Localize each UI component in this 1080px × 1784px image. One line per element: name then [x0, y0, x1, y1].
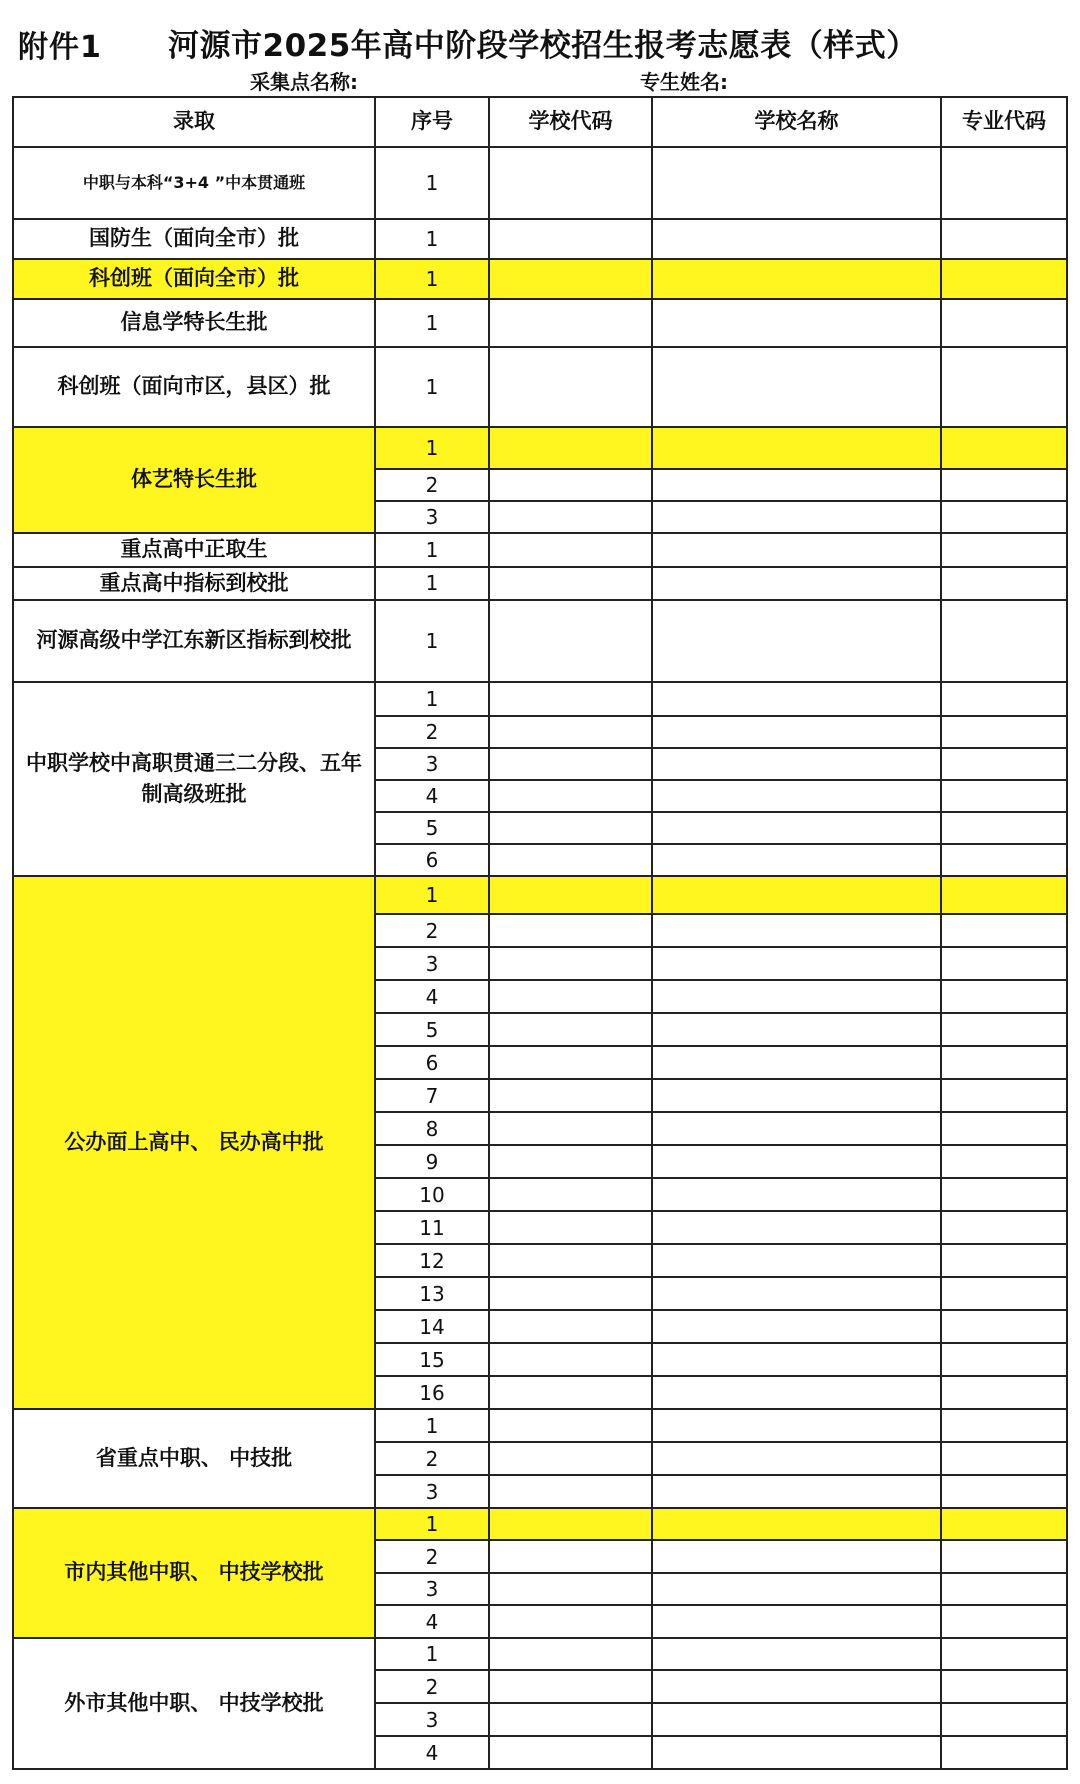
column-header-major-code: 专业代码 — [941, 97, 1067, 147]
school-name-cell[interactable] — [652, 682, 941, 716]
sequence-number-cell: 16 — [375, 1376, 489, 1409]
school-name-cell[interactable] — [652, 1736, 941, 1769]
school-code-cell[interactable] — [489, 501, 652, 533]
major-code-cell[interactable] — [941, 299, 1067, 347]
school-name-cell[interactable] — [652, 501, 941, 533]
major-code-cell[interactable] — [941, 347, 1067, 427]
school-code-cell[interactable] — [489, 1573, 652, 1605]
sequence-number-cell: 2 — [375, 1670, 489, 1703]
school-code-cell[interactable] — [489, 533, 652, 567]
sequence-number-cell: 3 — [375, 947, 489, 980]
sequence-number-cell: 1 — [375, 147, 489, 219]
major-code-cell[interactable] — [941, 147, 1067, 219]
sequence-number-cell: 1 — [375, 259, 489, 299]
school-name-cell[interactable] — [652, 1475, 941, 1508]
admission-batch-cell: 国防生（面向全市）批 — [13, 219, 375, 259]
sequence-number-cell: 3 — [375, 1573, 489, 1605]
school-code-cell[interactable] — [489, 844, 652, 876]
column-header-admission: 录取 — [13, 97, 375, 147]
sequence-number-cell: 4 — [375, 1736, 489, 1769]
admission-batch-cell: 重点高中正取生 — [13, 533, 375, 567]
major-code-cell[interactable] — [941, 1703, 1067, 1736]
major-code-cell[interactable] — [941, 1178, 1067, 1211]
sequence-number-cell: 1 — [375, 299, 489, 347]
school-name-cell[interactable] — [652, 347, 941, 427]
major-code-cell[interactable] — [941, 469, 1067, 501]
sequence-number-cell: 1 — [375, 567, 489, 601]
school-code-cell[interactable] — [489, 716, 652, 748]
school-name-cell[interactable] — [652, 1409, 941, 1442]
school-name-cell[interactable] — [652, 1605, 941, 1638]
school-name-cell[interactable] — [652, 716, 941, 748]
school-code-cell[interactable] — [489, 1376, 652, 1409]
table-row — [13, 1508, 1067, 1540]
school-name-cell[interactable] — [652, 1112, 941, 1145]
admission-batch-cell: 信息学特长生批 — [13, 299, 375, 347]
sequence-number-cell: 1 — [375, 427, 489, 469]
sequence-number-cell: 4 — [375, 780, 489, 812]
major-code-cell[interactable] — [941, 1376, 1067, 1409]
school-code-cell[interactable] — [489, 748, 652, 780]
major-code-cell[interactable] — [941, 1277, 1067, 1310]
school-name-cell[interactable] — [652, 259, 941, 299]
sequence-number-cell: 1 — [375, 682, 489, 716]
school-code-cell[interactable] — [489, 1670, 652, 1703]
school-code-cell[interactable] — [489, 1211, 652, 1244]
major-code-cell[interactable] — [941, 533, 1067, 567]
sequence-number-cell: 1 — [375, 533, 489, 567]
major-code-cell[interactable] — [941, 1409, 1067, 1442]
admission-batch-cell: 中职与本科“3+4 ”中本贯通班 — [13, 147, 375, 219]
major-code-cell[interactable] — [941, 780, 1067, 812]
sequence-number-cell: 2 — [375, 469, 489, 501]
major-code-cell[interactable] — [941, 1343, 1067, 1376]
major-code-cell[interactable] — [941, 567, 1067, 601]
admission-batch-cell: 重点高中指标到校批 — [13, 567, 375, 601]
school-name-cell[interactable] — [652, 1573, 941, 1605]
school-name-cell[interactable] — [652, 533, 941, 567]
column-header-school-name: 学校名称 — [652, 97, 941, 147]
major-code-cell[interactable] — [941, 716, 1067, 748]
school-code-cell[interactable] — [489, 1736, 652, 1769]
major-code-cell[interactable] — [941, 1145, 1067, 1178]
column-header-school-code: 学校代码 — [489, 97, 652, 147]
school-name-cell[interactable] — [652, 147, 941, 219]
school-name-cell[interactable] — [652, 219, 941, 259]
school-name-cell[interactable] — [652, 469, 941, 501]
table-row — [13, 259, 1067, 299]
major-code-cell[interactable] — [941, 259, 1067, 299]
school-code-cell[interactable] — [489, 1013, 652, 1046]
school-name-cell[interactable] — [652, 748, 941, 780]
major-code-cell[interactable] — [941, 876, 1067, 914]
admission-batch-cell: 省重点中职、 中技批 — [13, 1409, 375, 1508]
school-name-cell[interactable] — [652, 1244, 941, 1277]
school-code-cell[interactable] — [489, 299, 652, 347]
school-code-cell[interactable] — [489, 1540, 652, 1573]
school-code-cell[interactable] — [489, 1605, 652, 1638]
sequence-number-cell: 4 — [375, 980, 489, 1013]
table-row — [13, 219, 1067, 259]
school-code-cell[interactable] — [489, 780, 652, 812]
sequence-number-cell: 7 — [375, 1079, 489, 1112]
school-name-cell[interactable] — [652, 1145, 941, 1178]
school-code-cell[interactable] — [489, 947, 652, 980]
sequence-number-cell: 11 — [375, 1211, 489, 1244]
sequence-number-cell: 6 — [375, 1046, 489, 1079]
major-code-cell[interactable] — [941, 682, 1067, 716]
collection-point-label: 采集点名称: — [250, 70, 358, 94]
form-header — [0, 0, 1080, 98]
major-code-cell[interactable] — [941, 1046, 1067, 1079]
sequence-number-cell: 1 — [375, 600, 489, 682]
school-code-cell[interactable] — [489, 469, 652, 501]
major-code-cell[interactable] — [941, 1475, 1067, 1508]
table-row — [13, 567, 1067, 601]
school-code-cell[interactable] — [489, 259, 652, 299]
school-code-cell[interactable] — [489, 427, 652, 469]
table-row — [13, 682, 1067, 716]
sequence-number-cell: 2 — [375, 716, 489, 748]
major-code-cell[interactable] — [941, 1013, 1067, 1046]
school-code-cell[interactable] — [489, 147, 652, 219]
school-name-cell[interactable] — [652, 947, 941, 980]
school-code-cell[interactable] — [489, 219, 652, 259]
sequence-number-cell: 15 — [375, 1343, 489, 1376]
school-name-cell[interactable] — [652, 1508, 941, 1540]
major-code-cell[interactable] — [941, 1079, 1067, 1112]
school-code-cell[interactable] — [489, 876, 652, 914]
school-code-cell[interactable] — [489, 1638, 652, 1670]
candidate-name-label: 专生姓名: — [640, 70, 728, 94]
school-name-cell[interactable] — [652, 1442, 941, 1475]
major-code-cell[interactable] — [941, 914, 1067, 947]
school-code-cell[interactable] — [489, 600, 652, 682]
sequence-number-cell: 1 — [375, 1638, 489, 1670]
school-name-cell[interactable] — [652, 844, 941, 876]
table-row — [13, 1409, 1067, 1442]
sequence-number-cell: 12 — [375, 1244, 489, 1277]
table-row — [13, 533, 1067, 567]
school-code-cell[interactable] — [489, 1343, 652, 1376]
school-name-cell[interactable] — [652, 812, 941, 844]
major-code-cell[interactable] — [941, 1573, 1067, 1605]
school-name-cell[interactable] — [652, 1376, 941, 1409]
sequence-number-cell: 14 — [375, 1310, 489, 1343]
school-name-cell[interactable] — [652, 1277, 941, 1310]
major-code-cell[interactable] — [941, 947, 1067, 980]
sequence-number-cell: 3 — [375, 1703, 489, 1736]
admission-batch-cell: 河源高级中学江东新区指标到校批 — [13, 600, 375, 682]
admission-batch-cell: 外市其他中职、 中技学校批 — [13, 1638, 375, 1769]
sequence-number-cell: 3 — [375, 748, 489, 780]
school-name-cell[interactable] — [652, 914, 941, 947]
table-row — [13, 1638, 1067, 1670]
major-code-cell[interactable] — [941, 980, 1067, 1013]
column-header-seq: 序号 — [375, 97, 489, 147]
admission-batch-cell: 市内其他中职、 中技学校批 — [13, 1508, 375, 1638]
major-code-cell[interactable] — [941, 1244, 1067, 1277]
school-code-cell[interactable] — [489, 1178, 652, 1211]
major-code-cell[interactable] — [941, 501, 1067, 533]
school-name-cell[interactable] — [652, 1178, 941, 1211]
form-table-body — [13, 97, 1067, 1769]
sequence-number-cell: 1 — [375, 219, 489, 259]
major-code-cell[interactable] — [941, 1605, 1067, 1638]
school-code-cell[interactable] — [489, 1079, 652, 1112]
sequence-number-cell: 5 — [375, 1013, 489, 1046]
school-code-cell[interactable] — [489, 1442, 652, 1475]
major-code-cell[interactable] — [941, 748, 1067, 780]
school-name-cell[interactable] — [652, 427, 941, 469]
major-code-cell[interactable] — [941, 1508, 1067, 1540]
major-code-cell[interactable] — [941, 1442, 1067, 1475]
sequence-number-cell: 3 — [375, 501, 489, 533]
table-row — [13, 600, 1067, 682]
school-name-cell[interactable] — [652, 1670, 941, 1703]
major-code-cell[interactable] — [941, 812, 1067, 844]
sequence-number-cell: 5 — [375, 812, 489, 844]
admission-batch-cell: 公办面上高中、 民办高中批 — [13, 876, 375, 1409]
table-row — [13, 147, 1067, 219]
school-name-cell[interactable] — [652, 1703, 941, 1736]
sequence-number-cell: 2 — [375, 1442, 489, 1475]
school-name-cell[interactable] — [652, 1046, 941, 1079]
sequence-number-cell: 4 — [375, 1605, 489, 1638]
sequence-number-cell: 2 — [375, 914, 489, 947]
table-row — [13, 427, 1067, 469]
table-row — [13, 299, 1067, 347]
school-name-cell[interactable] — [652, 567, 941, 601]
school-code-cell[interactable] — [489, 567, 652, 601]
admission-batch-cell: 科创班（面向全市）批 — [13, 259, 375, 299]
major-code-cell[interactable] — [941, 844, 1067, 876]
sequence-number-cell: 8 — [375, 1112, 489, 1145]
sequence-number-cell: 9 — [375, 1145, 489, 1178]
sequence-number-cell: 2 — [375, 1540, 489, 1573]
major-code-cell[interactable] — [941, 1736, 1067, 1769]
school-code-cell[interactable] — [489, 1046, 652, 1079]
column-header-row — [13, 97, 1067, 147]
admission-batch-cell: 科创班（面向市区，县区）批 — [13, 347, 375, 427]
major-code-cell[interactable] — [941, 1112, 1067, 1145]
sequence-number-cell: 1 — [375, 347, 489, 427]
school-code-cell[interactable] — [489, 812, 652, 844]
admission-batch-cell: 体艺特长生批 — [13, 427, 375, 533]
sequence-number-cell: 1 — [375, 1409, 489, 1442]
school-name-cell[interactable] — [652, 780, 941, 812]
table-row — [13, 347, 1067, 427]
sequence-number-cell: 3 — [375, 1475, 489, 1508]
school-name-cell[interactable] — [652, 600, 941, 682]
major-code-cell[interactable] — [941, 427, 1067, 469]
school-name-cell[interactable] — [652, 1079, 941, 1112]
sequence-number-cell: 1 — [375, 876, 489, 914]
school-code-cell[interactable] — [489, 1703, 652, 1736]
school-name-cell[interactable] — [652, 1540, 941, 1573]
school-code-cell[interactable] — [489, 1112, 652, 1145]
school-name-cell[interactable] — [652, 1211, 941, 1244]
sequence-number-cell: 10 — [375, 1178, 489, 1211]
attachment-label: 附件1 — [18, 30, 102, 65]
sequence-number-cell: 13 — [375, 1277, 489, 1310]
major-code-cell[interactable] — [941, 1638, 1067, 1670]
school-code-cell[interactable] — [489, 1244, 652, 1277]
school-name-cell[interactable] — [652, 1013, 941, 1046]
school-name-cell[interactable] — [652, 876, 941, 914]
major-code-cell[interactable] — [941, 1540, 1067, 1573]
school-code-cell[interactable] — [489, 1310, 652, 1343]
application-form-table — [12, 96, 1068, 1770]
school-code-cell[interactable] — [489, 1508, 652, 1540]
school-name-cell[interactable] — [652, 299, 941, 347]
school-name-cell[interactable] — [652, 1343, 941, 1376]
school-code-cell[interactable] — [489, 347, 652, 427]
school-code-cell[interactable] — [489, 1475, 652, 1508]
school-code-cell[interactable] — [489, 1145, 652, 1178]
school-name-cell[interactable] — [652, 1310, 941, 1343]
sequence-number-cell: 6 — [375, 844, 489, 876]
admission-batch-cell: 中职学校中高职贯通三二分段、五年制高级班批 — [13, 682, 375, 876]
school-name-cell[interactable] — [652, 980, 941, 1013]
table-row — [13, 876, 1067, 914]
sequence-number-cell: 1 — [375, 1508, 489, 1540]
major-code-cell[interactable] — [941, 219, 1067, 259]
major-code-cell[interactable] — [941, 1310, 1067, 1343]
major-code-cell[interactable] — [941, 1670, 1067, 1703]
major-code-cell[interactable] — [941, 600, 1067, 682]
school-code-cell[interactable] — [489, 1277, 652, 1310]
school-code-cell[interactable] — [489, 914, 652, 947]
school-code-cell[interactable] — [489, 980, 652, 1013]
school-code-cell[interactable] — [489, 1409, 652, 1442]
school-code-cell[interactable] — [489, 682, 652, 716]
page-title: 河源市2025年高中阶段学校招生报考志愿表（样式） — [168, 28, 918, 64]
major-code-cell[interactable] — [941, 1211, 1067, 1244]
school-name-cell[interactable] — [652, 1638, 941, 1670]
